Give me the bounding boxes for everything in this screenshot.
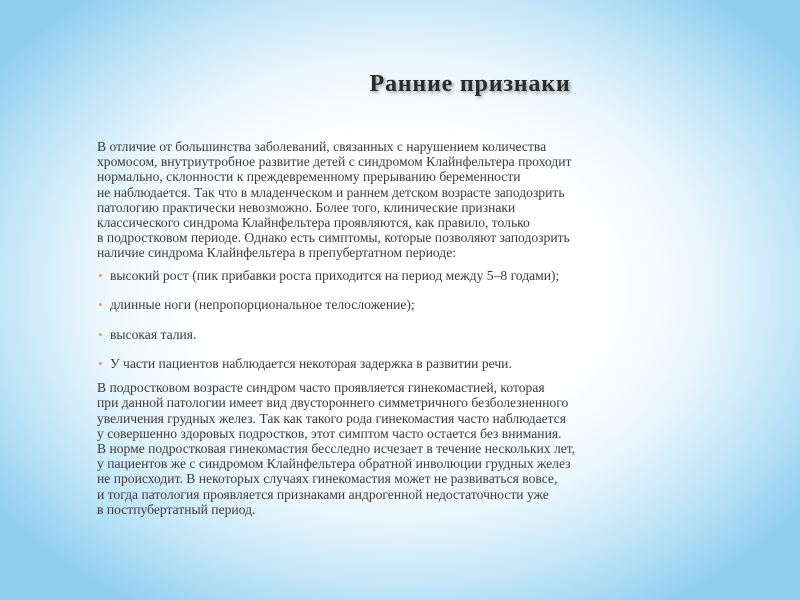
closing-line: не происходит. В некоторых случаях гинекомастия может не развиваться вовсе, <box>97 471 558 487</box>
list-item <box>97 327 737 357</box>
intro-line: хромосом, внутриутробное развитие детей с синдромом Клайнфельтера проходит <box>97 154 572 170</box>
bullet-list <box>97 268 737 377</box>
slide-body <box>97 139 737 517</box>
closing-line: у совершенно здоровых подростков, этот симптом часто остается без внимания. <box>97 425 562 441</box>
intro-line: нормально, склонности к преждевременному прерыванию беременности <box>97 169 521 185</box>
intro-line: в подростковом периоде. Однако есть симптомы, которые позволяют заподозрить <box>97 230 570 246</box>
closing-line: В подростковом возрасте синдром часто проявляется гинекомастией, которая <box>97 380 545 396</box>
intro-paragraph <box>97 139 737 261</box>
intro-line: наличие синдрома Клайнфельтера в препубертатном периоде: <box>97 245 457 261</box>
list-item <box>97 268 737 298</box>
bullet-icon: • <box>98 326 103 342</box>
closing-line: в постпубертатный период. <box>97 501 256 517</box>
closing-paragraph <box>97 380 737 517</box>
intro-line: патологию практически невозможно. Более того, клинические признаки <box>97 199 516 215</box>
list-item-text: высокая талия. <box>110 326 197 342</box>
intro-line: не наблюдается. Так что в младенческом и раннем детском возрасте заподозрить <box>97 184 565 200</box>
closing-line: у пациентов же с синдромом Клайнфельтера обратной инволюции грудных желез <box>97 456 571 472</box>
closing-line: увеличения грудных желез. Так как такого рода гинекомастия часто наблюдается <box>97 410 567 426</box>
intro-line: В отличие от большинства заболеваний, связанных с нарушением количества <box>97 139 547 154</box>
intro-line: классического синдрома Клайнфельтера проявляются, как правило, только <box>97 215 530 231</box>
bullet-icon: • <box>98 356 103 372</box>
closing-line: и тогда патология проявляется признаками андрогенной недостаточности уже <box>97 486 549 502</box>
list-item-text: У части пациентов наблюдается некоторая задержка в развитии речи. <box>110 356 512 372</box>
slide-title: Ранние признаки <box>369 71 571 97</box>
bullet-icon: • <box>98 267 103 283</box>
list-item <box>97 356 737 376</box>
bullet-icon: • <box>98 297 103 313</box>
closing-line: при данной патологии имеет вид двустороннего симметричного безболезненного <box>97 395 569 411</box>
list-item-text: высокий рост (пик прибавки роста приходится на период между 5–8 годами); <box>110 267 560 283</box>
list-item <box>97 297 737 327</box>
closing-line: В норме подростковая гинекомастия бесследно исчезает в течение нескольких лет, <box>97 440 576 456</box>
list-item-text: длинные ноги (непропорциональное телосложение); <box>110 297 415 313</box>
